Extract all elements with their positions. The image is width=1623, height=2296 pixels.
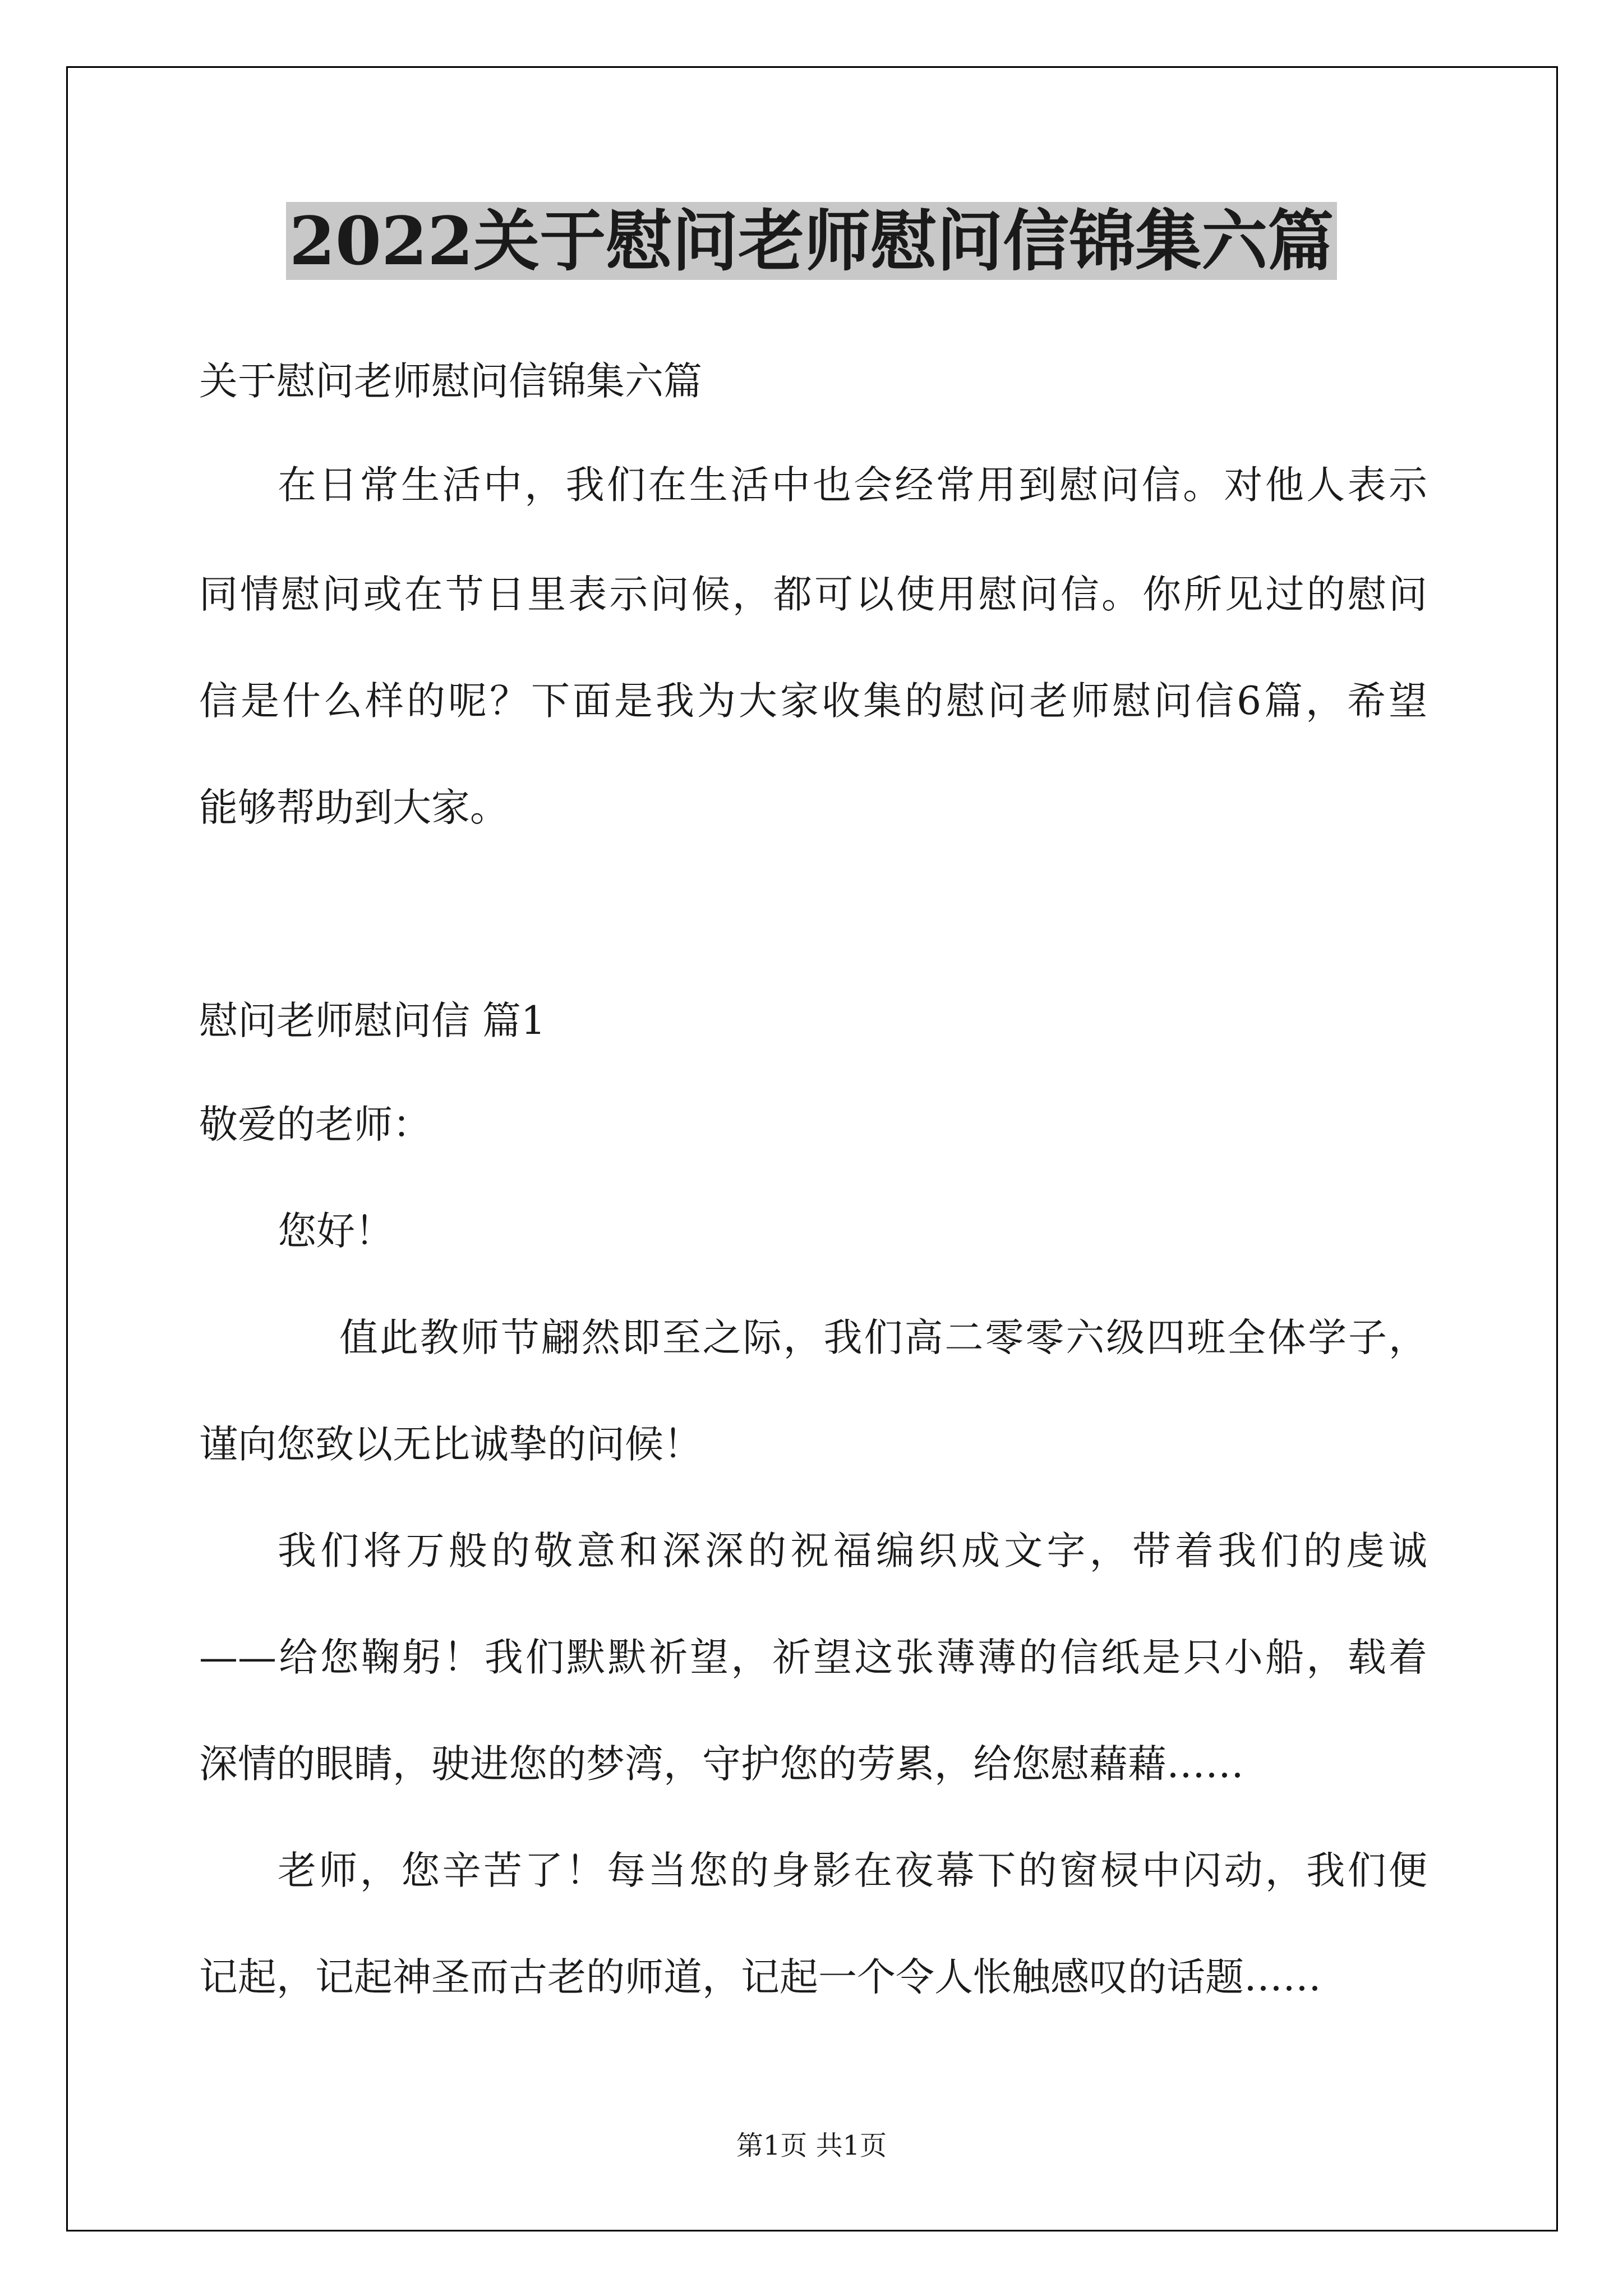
greeting: 您好！ xyxy=(278,1209,394,1254)
intro-line-1: 在日常生活中，我们在生活中也会经常用到慰问信。对他人表示 xyxy=(278,463,1427,508)
paragraph1-line-1: 值此教师节翩然即至之际，我们高二零零六级四班全体学子， xyxy=(339,1315,1427,1360)
intro-line-4: 能够帮助到大家。 xyxy=(199,785,509,830)
salutation: 敬爱的老师： xyxy=(199,1102,431,1147)
paragraph2-line-2: ——给您鞠躬！我们默默祈望，祈望这张薄薄的信纸是只小船，载着 xyxy=(199,1635,1427,1680)
document-title xyxy=(0,199,1623,283)
intro-line-2: 同情慰问或在节日里表示问候，都可以使用慰问信。你所见过的慰问 xyxy=(199,572,1427,617)
paragraph3-line-2: 记起，记起神圣而古老的师道，记起一个令人怅触感叹的话题…… xyxy=(199,1955,1321,2000)
paragraph2-line-3: 深情的眼睛，驶进您的梦湾，守护您的劳累，给您慰藉藉…… xyxy=(199,1742,1244,1787)
paragraph1-line-2: 谨向您致以无比诚挚的问候！ xyxy=(199,1422,702,1467)
paragraph3-line-1: 老师，您辛苦了！每当您的身影在夜幕下的窗棂中闪动，我们便 xyxy=(278,1848,1427,1893)
subtitle: 关于慰问老师慰问信锦集六篇 xyxy=(199,359,702,404)
title-highlight: 2022关于慰问老师慰问信锦集六篇 xyxy=(286,202,1337,280)
paragraph2-line-1: 我们将万般的敬意和深深的祝福编织成文字，带着我们的虔诚 xyxy=(278,1529,1427,1573)
intro-line-3: 信是什么样的呢？下面是我为大家收集的慰问老师慰问信6篇，希望 xyxy=(199,679,1427,724)
section-heading: 慰问老师慰问信 篇1 xyxy=(199,999,546,1043)
page-footer: 第1页 共1页 xyxy=(736,2130,887,2161)
